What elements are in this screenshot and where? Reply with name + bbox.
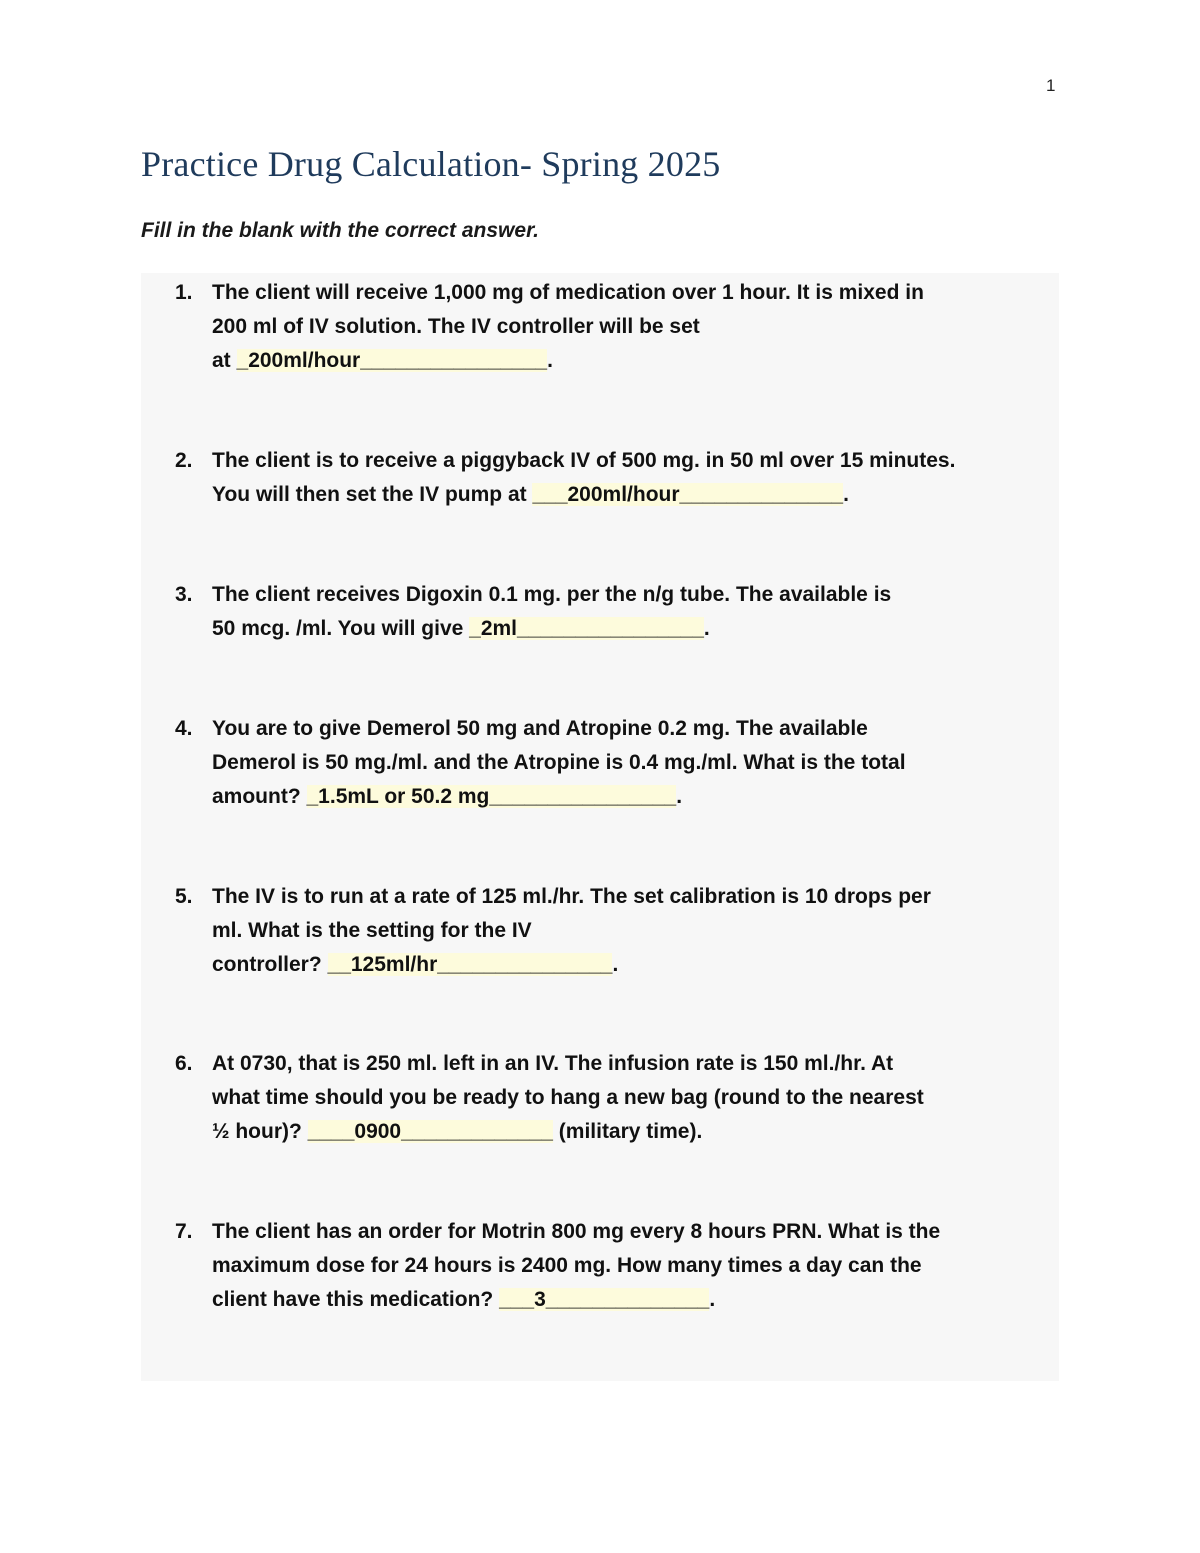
answer-line — [212, 612, 1062, 646]
question-text — [212, 578, 1062, 646]
answer-line — [212, 780, 1062, 814]
answer-prefix: amount? — [212, 785, 307, 808]
question-number: 5. — [175, 885, 193, 908]
question-number: 4. — [175, 717, 193, 740]
answer-prefix: at — [212, 349, 237, 372]
question-line: The client receives Digoxin 0.1 mg. per the n/g tube. The available is — [212, 583, 892, 606]
answer-suffix: (military time). — [552, 1120, 703, 1143]
question-line: ml. What is the setting for the IV — [212, 919, 532, 942]
question-line: 200 ml of IV solution. The IV controller will be set — [212, 315, 700, 338]
question-text — [212, 1215, 1062, 1317]
answer-prefix: 50 mcg. /ml. You will give — [212, 617, 470, 640]
answer-field[interactable]: __125ml/hr_______________ — [327, 953, 613, 976]
answer-line — [212, 948, 1062, 982]
answer-field[interactable]: _1.5mL or 50.2 mg________________ — [306, 785, 677, 808]
answer-line — [212, 344, 1062, 378]
instructions: Fill in the blank with the correct answer. — [141, 219, 539, 242]
answer-suffix: . — [612, 953, 619, 976]
question-line: maximum dose for 24 hours is 2400 mg. How many times a day can the — [212, 1254, 922, 1277]
answer-field[interactable]: ___200ml/hour______________ — [532, 483, 844, 506]
answer-field[interactable]: _2ml________________ — [469, 617, 704, 640]
question-text — [212, 1047, 1062, 1149]
answer-line — [212, 1115, 1062, 1149]
question-text — [212, 276, 1062, 378]
question-line: The IV is to run at a rate of 125 ml./hr. The set calibration is 10 drops per — [212, 885, 931, 908]
question-text — [212, 444, 1062, 512]
question-number: 1. — [175, 281, 193, 304]
answer-prefix: client have this medication? — [212, 1288, 500, 1311]
answer-field[interactable]: ___3______________ — [499, 1288, 710, 1311]
question-line: what time should you be ready to hang a new bag (round to the nearest — [212, 1086, 924, 1109]
answer-suffix: . — [547, 349, 553, 372]
answer-suffix: . — [703, 617, 710, 640]
question-line: The client will receive 1,000 mg of medication over 1 hour. It is mixed in — [212, 281, 924, 304]
answer-prefix: controller? — [212, 953, 328, 976]
answer-prefix: ½ hour)? — [212, 1120, 308, 1143]
question-text — [212, 880, 1062, 982]
answer-suffix: . — [843, 483, 849, 506]
question-number: 7. — [175, 1220, 193, 1243]
question-line: The client is to receive a piggyback IV of 500 mg. in 50 ml over 15 minutes. — [212, 449, 956, 472]
document-title: Practice Drug Calculation- Spring 2025 — [141, 144, 721, 184]
question-number: 2. — [175, 449, 193, 472]
answer-suffix: . — [709, 1288, 716, 1311]
answer-field[interactable]: _200ml/hour________________ — [236, 349, 548, 372]
page-number: 1 — [1046, 76, 1056, 95]
answer-field[interactable]: ____0900_____________ — [307, 1120, 553, 1143]
answer-suffix: . — [676, 785, 683, 808]
answer-line — [212, 478, 1062, 512]
question-line: You are to give Demerol 50 mg and Atropine 0.2 mg. The available — [212, 717, 868, 740]
question-line: At 0730, that is 250 ml. left in an IV. The infusion rate is 150 ml./hr. At — [212, 1052, 894, 1075]
answer-prefix: You will then set the IV pump at — [212, 483, 533, 506]
question-line: Demerol is 50 mg./ml. and the Atropine is 0.4 mg./ml. What is the total — [212, 751, 906, 774]
question-text — [212, 712, 1062, 814]
question-number: 6. — [175, 1052, 193, 1075]
answer-line — [212, 1283, 1062, 1317]
question-number: 3. — [175, 583, 193, 606]
question-line: The client has an order for Motrin 800 mg every 8 hours PRN. What is the — [212, 1220, 941, 1243]
